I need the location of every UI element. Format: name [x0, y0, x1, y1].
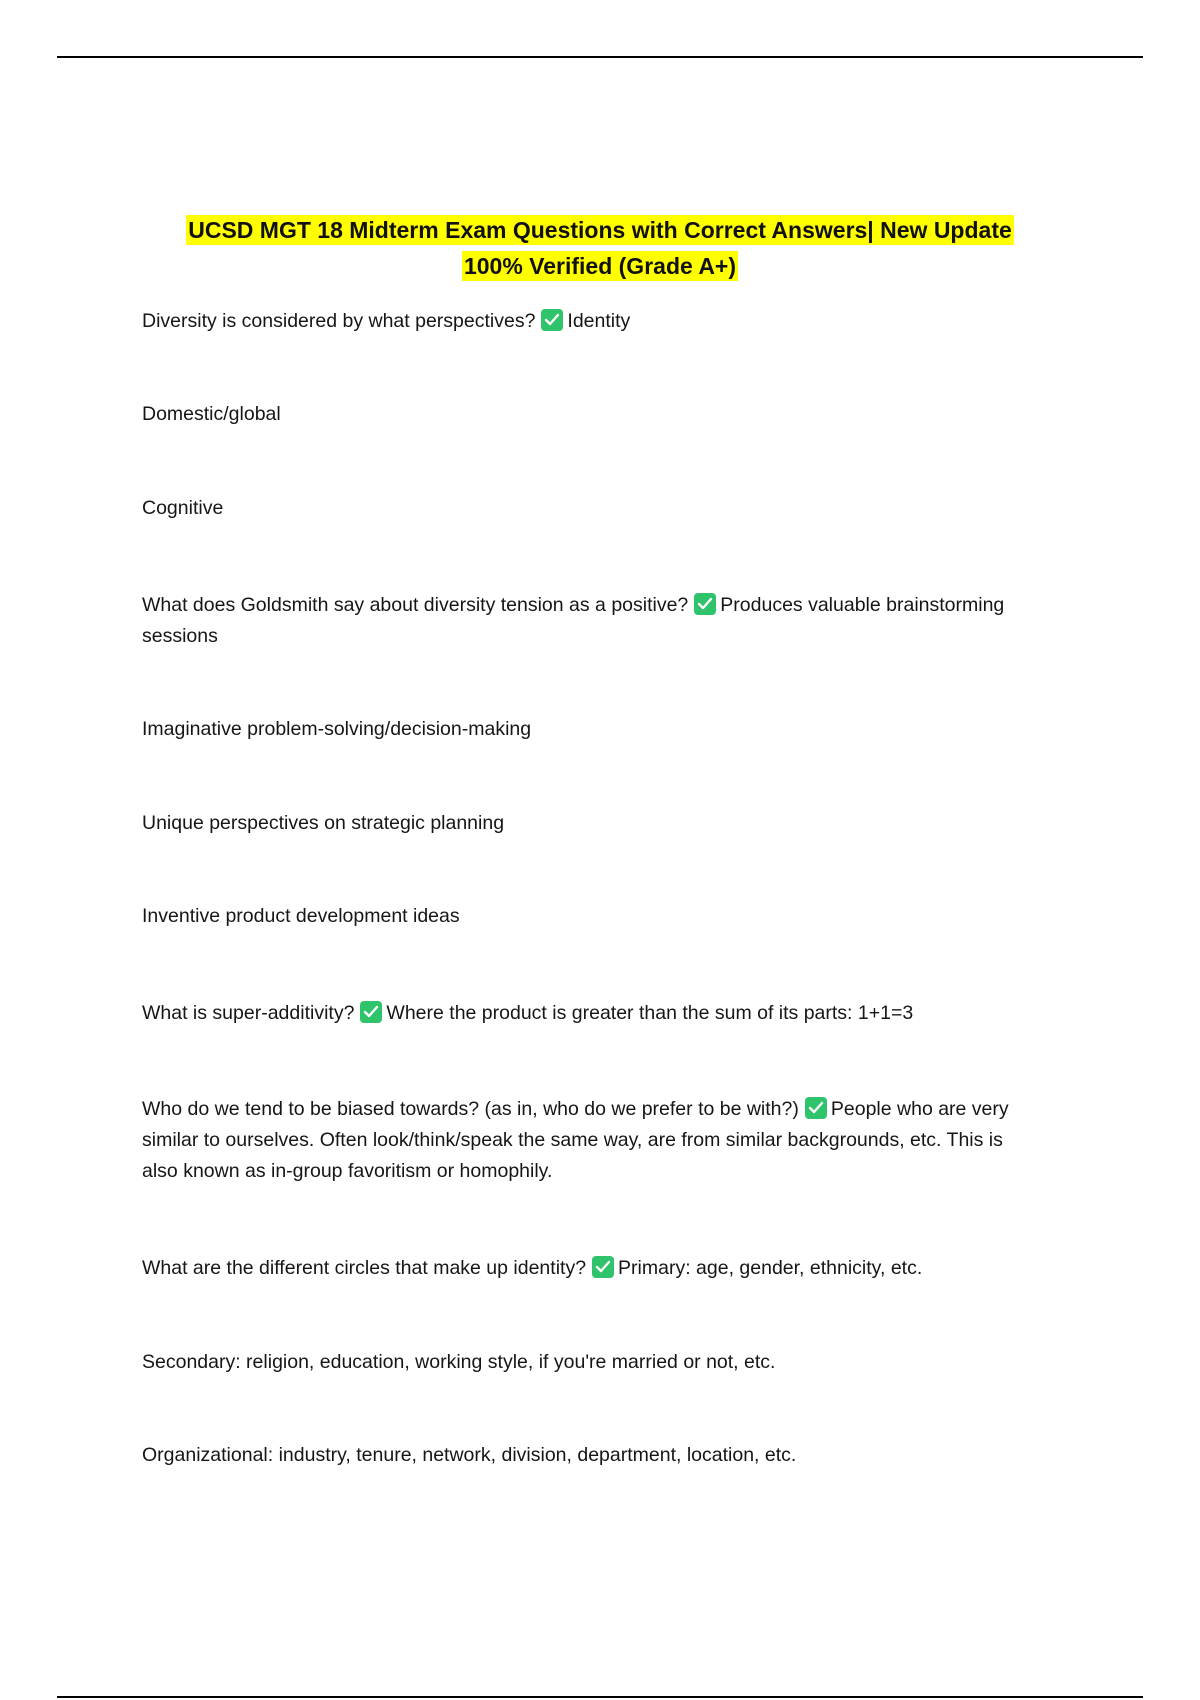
header-rule	[57, 56, 1143, 58]
item-text: Domestic/global	[142, 403, 281, 425]
title-line-1: UCSD MGT 18 Midterm Exam Questions with Correct Answers| New Update	[188, 217, 1012, 243]
item-text: Inventive product development ideas	[142, 905, 460, 927]
question-text: What are the different circles that make up identity?	[142, 1257, 587, 1279]
qa-item-goldsmith-tension	[142, 590, 1042, 652]
qa-item-bias	[142, 1094, 1042, 1187]
check-mark-icon	[592, 1256, 614, 1278]
title-line-2: 100% Verified (Grade A+)	[463, 253, 737, 279]
list-item	[142, 493, 1042, 524]
list-item	[142, 1347, 1042, 1378]
check-mark-icon	[541, 309, 563, 331]
answer-text: Where the product is greater than the sum of its parts: 1+1=3	[386, 1002, 914, 1024]
item-text: Secondary: religion, education, working style, if you're married or not, etc.	[142, 1351, 776, 1373]
item-text: Unique perspectives on strategic planning	[142, 812, 505, 834]
list-item	[142, 1440, 1042, 1471]
qa-item-super-additivity	[142, 998, 1042, 1029]
answer-text: Identity	[567, 310, 631, 332]
list-item	[142, 901, 1042, 932]
question-text: What is super-additivity?	[142, 1002, 355, 1024]
footer-rule	[57, 1696, 1143, 1698]
question-text: Who do we tend to be biased towards? (as in, who do we prefer to be with?)	[142, 1098, 799, 1120]
list-item	[142, 714, 1042, 745]
item-text: Organizational: industry, tenure, network, division, department, location, etc.	[142, 1444, 797, 1466]
check-mark-icon	[360, 1001, 382, 1023]
document-title	[130, 212, 1070, 284]
item-text: Imaginative problem-solving/decision-making	[142, 718, 532, 740]
list-item	[142, 399, 1042, 430]
question-text: What does Goldsmith say about diversity tension as a positive?	[142, 594, 689, 616]
qa-item-identity-circles	[142, 1253, 1042, 1284]
answer-text: People who are very similar to ourselves. Often look/think/speak the same way, are from similar backgrounds, etc. This is also known as in-group favoritism or homophily.	[142, 1098, 1009, 1182]
check-mark-icon	[694, 593, 716, 615]
item-text: Cognitive	[142, 497, 224, 519]
list-item	[142, 808, 1042, 839]
answer-text: Produces valuable brainstorming sessions	[142, 594, 1005, 647]
qa-item-diversity-perspectives	[142, 306, 1042, 337]
question-text: Diversity is considered by what perspectives?	[142, 310, 536, 332]
answer-text: Primary: age, gender, ethnicity, etc.	[618, 1257, 923, 1279]
check-mark-icon	[805, 1097, 827, 1119]
